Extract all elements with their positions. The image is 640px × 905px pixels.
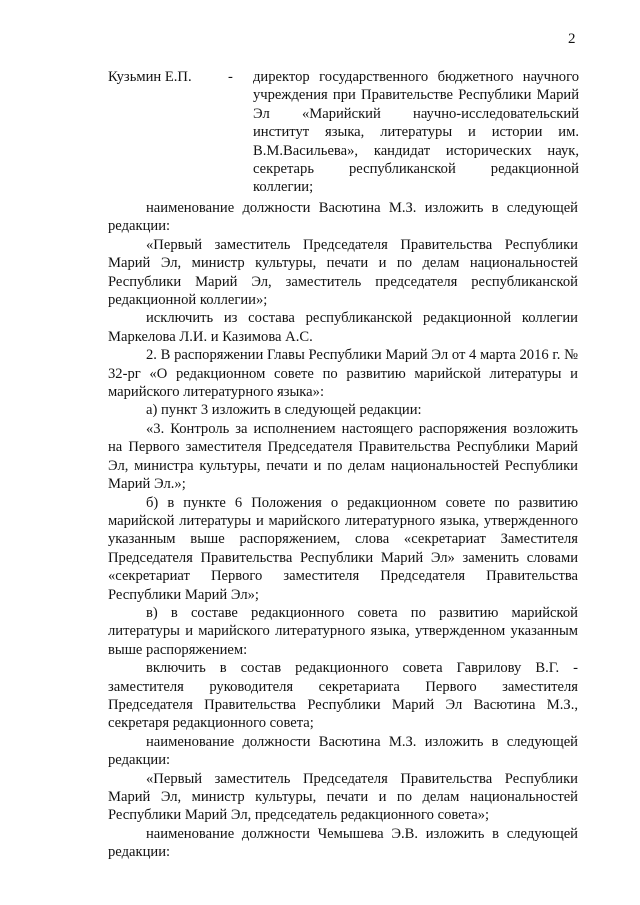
paragraph: включить в состав редакционного совета Гаврилову В.Г. - заместителя руководителя секретариата Первого заместителя Председателя Правительства Республики Марий Эл Васютина М.З., секретаря редакционного совета;: [108, 660, 578, 732]
paragraph: 2. В распоряжении Главы Республики Марий Эл от 4 марта 2016 г. № 32-рг «О редакционном совете по развитию марийской литературы и марийского литературного языка»:: [108, 347, 578, 401]
paragraph: «Первый заместитель Председателя Правительства Республики Марий Эл, министр культуры, печати и по делам национальностей Республики Марий Эл, председатель редакционного совета»;: [108, 770, 578, 824]
paragraph: б) в пункте 6 Положения о редакционном совете по развитию марийской литературы и марийского литературного языка, утвержденного указанным выше распоряжением, слова «секретариат Заместителя Председателя Правительства Республики Марий Эл» заменить словами «секретариат Первого заместителя Председателя Правительства Республики Марий Эл»;: [108, 494, 578, 603]
paragraph: «Первый заместитель Председателя Правительства Республики Марий Эл, министр культуры, печати и по делам национальностей Республики Марий Эл, заместитель председателя республиканской редакционной коллегии»;: [108, 236, 578, 309]
member-name: Кузьмин Е.П.: [108, 69, 192, 85]
entry-dash: -: [228, 69, 233, 85]
page-number: 2: [568, 31, 576, 47]
paragraph: исключить из состава республиканской редакционной коллегии Маркелова Л.И. и Казимова А.С.: [108, 310, 578, 345]
member-description: директор государственного бюджетного научного учреждения при Правительстве Республики Марий Эл «Марийский научно-исследовательский институт языка, литературы и истории им. В.М.Васильева», кандидат исторических наук, секретарь республиканской редакционной коллегии;: [253, 69, 579, 196]
paragraph: наименование должности Васютина М.З. изложить в следующей редакции:: [108, 733, 578, 769]
paragraph: «3. Контроль за исполнением настоящего распоряжения возложить на Первого заместителя Председателя Правительства Республики Марий Эл, министра культуры, печати и по делам национальностей Республики Марий Эл.»;: [108, 420, 578, 493]
paragraph: наименование должности Васютина М.З. изложить в следующей редакции:: [108, 200, 578, 235]
paragraph: наименование должности Чемышева Э.В. изложить в следующей редакции:: [108, 825, 578, 861]
paragraph: а) пункт 3 изложить в следующей редакции:: [146, 402, 422, 419]
document-body: [108, 199, 578, 862]
paragraph: в) в составе редакционного совета по развитию марийской литературы и марийского литературного языка, утвержденном указанным выше распоряжением:: [108, 604, 578, 658]
